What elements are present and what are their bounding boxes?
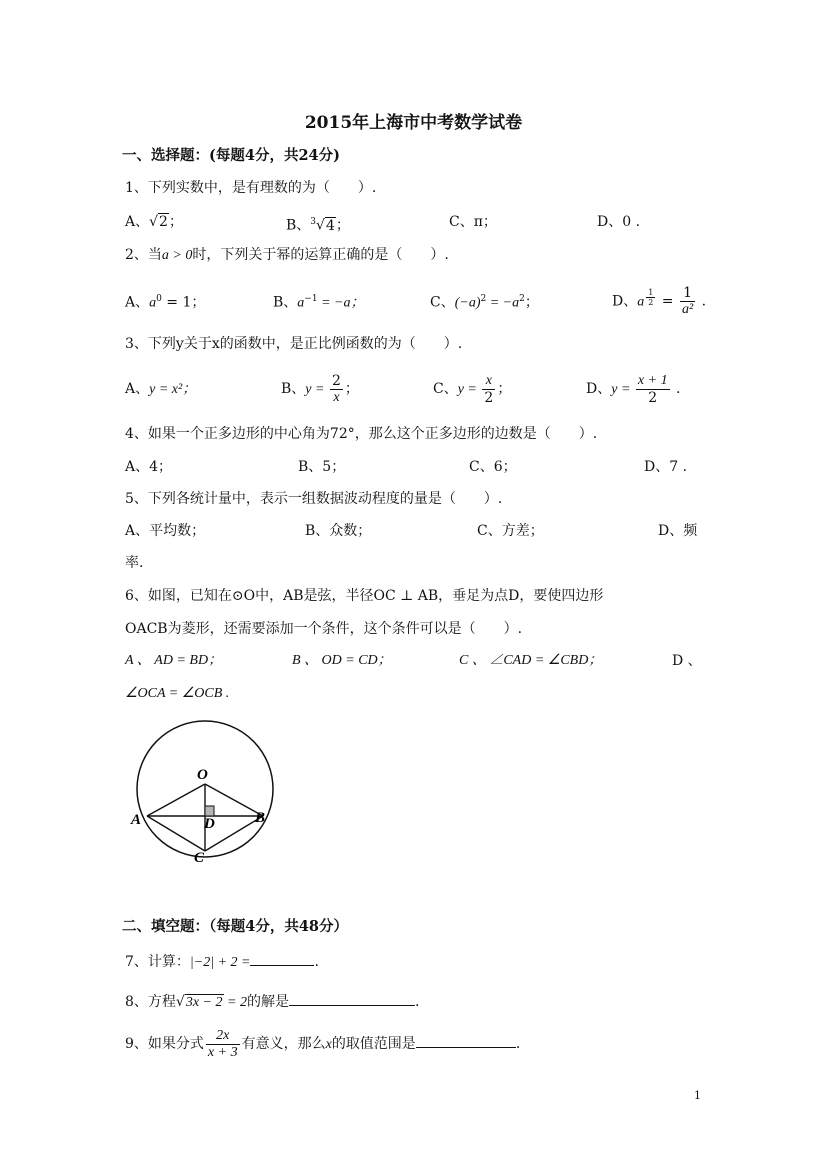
- right-angle-mark: [205, 806, 214, 816]
- q6-option-b: B 、 OD = CD；: [292, 653, 392, 668]
- answer-blank[interactable]: [416, 1033, 516, 1048]
- q5-option-b: B、众数；: [305, 523, 372, 539]
- sqrt-sign: √: [149, 214, 159, 230]
- question-4-stem: 4、如果一个正多边形的中心角为72°，那么这个正多边形的边数是（ ）.: [125, 426, 598, 442]
- question-1-stem: 1、下列实数中，是有理数的为（ ）.: [125, 180, 377, 196]
- question-5-stem: 5、下列各统计量中，表示一组数据波动程度的量是（ ）.: [125, 491, 503, 507]
- question-9: 9、如果分式 $\frac{2x}{x + 3}$ 有意义，那么x的取值范围是 .: [125, 1027, 521, 1060]
- q6-option-d: D 、: [672, 653, 702, 669]
- answer-blank[interactable]: [289, 991, 415, 1006]
- label-b: B: [255, 810, 266, 826]
- q2-option-c: C、$(-a)^2 = -a^2$；: [430, 294, 539, 311]
- question-2-stem: 2、当a > 0时，下列关于幂的运算正确的是（ ）.: [125, 247, 449, 263]
- segment-ca: [147, 816, 205, 851]
- q4-option-b: B、5；: [298, 459, 346, 475]
- question-7: 7、计算：|−2| + 2 = .: [125, 951, 319, 973]
- q4-option-c: C、6；: [469, 459, 517, 475]
- label-d: D: [204, 816, 215, 832]
- q2-option-a: A、$a^0 = 1$；: [125, 294, 206, 311]
- question-8: 8、方程√3x − 2 = 2的解是 .: [125, 991, 419, 1013]
- q3-option-d: D、y = $\frac{x + 1}{2}$ .: [586, 372, 681, 406]
- q5-option-c: C、方差；: [477, 523, 544, 539]
- label-c: C: [194, 850, 205, 866]
- sqrt-sign: √: [316, 217, 325, 234]
- q1-option-a: A、√2；: [125, 214, 183, 230]
- label-o: O: [197, 767, 208, 783]
- page-number: 1: [694, 1089, 701, 1102]
- q2-option-d: D、a $^{\frac{1}{2}}$ = $\frac{1}{\text{a²}}$ .: [612, 285, 707, 318]
- q2-option-b: B、$a^{-1} = -a$；: [273, 294, 365, 311]
- segment-oa: [147, 784, 205, 816]
- q6-option-a: A 、 AD = BD；: [125, 653, 223, 668]
- q1-option-b: B、$^3$√4；: [286, 217, 350, 234]
- q1-option-c: C、π；: [449, 214, 497, 230]
- circle-figure: [120, 718, 290, 868]
- question-6-line-2: OACB为菱形，还需要添加一个条件，这个条件可以是（ ）.: [125, 621, 523, 637]
- q3-option-c: C、y = $\frac{x}{2}$ ；: [433, 372, 512, 406]
- q3-option-a: A、y = x²；: [125, 381, 197, 397]
- q4-option-a: A、4；: [125, 459, 173, 475]
- q6-option-c: C 、 ∠CAD = ∠CBD；: [459, 653, 603, 668]
- section-heading-choice: 一、选择题：(每题4分，共24分): [122, 147, 340, 164]
- q1-option-d: D、0 .: [597, 214, 641, 230]
- page-title: 2015年上海市中考数学试卷: [304, 113, 523, 133]
- q5-option-d-continued: 率.: [125, 555, 144, 571]
- question-3-stem: 3、下列y关于x的函数中，是正比例函数的为（ ）.: [125, 336, 463, 352]
- label-a: A: [131, 812, 142, 828]
- answer-blank[interactable]: [250, 951, 314, 966]
- q5-option-a: A、平均数；: [125, 523, 206, 539]
- section-heading-fill: 二、填空题：（每题4分，共48分）: [122, 918, 349, 935]
- question-6-line-1: 6、如图，已知在⊙O中，AB是弦，半径OC ⊥ AB，垂足为点D，要使四边形: [125, 588, 604, 604]
- q3-option-b: B、y = $\frac{2}{x}$ ；: [281, 372, 359, 405]
- sqrt-sign: √: [175, 994, 185, 1010]
- q5-option-d: D、频: [658, 523, 698, 539]
- q4-option-d: D、7 .: [644, 459, 688, 475]
- q6-option-d-continued: ∠OCA = ∠OCB .: [125, 686, 230, 701]
